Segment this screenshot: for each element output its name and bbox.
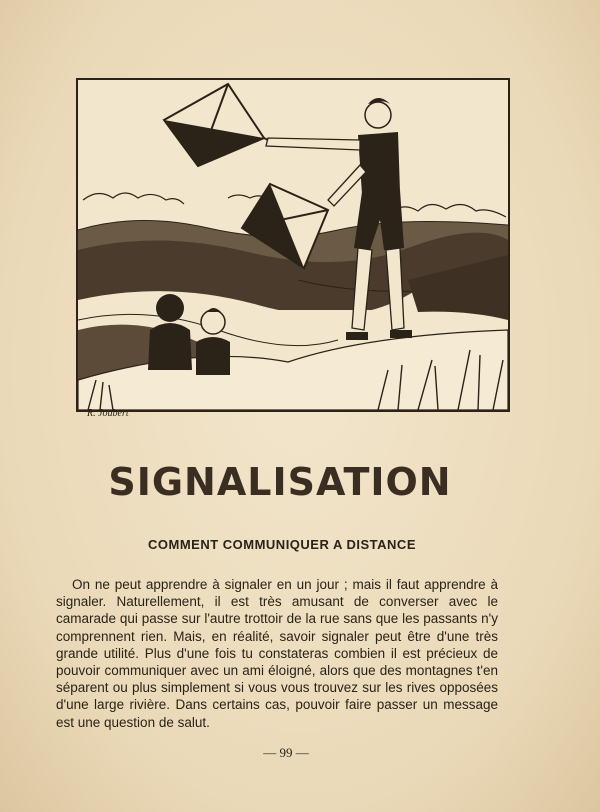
illustrator-signature: R. Joubert	[87, 408, 129, 419]
page-number: — 99 —	[263, 745, 309, 760]
illustration-frame	[76, 78, 510, 412]
body-paragraph: On ne peut apprendre à signaler en un jour ; mais il faut apprendre à signaler. Naturellement, il est très amusant de converser avec le camarade qui passe sur l'autre trottoir de la rue sans que les passants n'y comprennent rien. Mais, en réalité, savoir signaler peut être d'une très grande utilité. Plus d'une fois tu constateras combien il est précieux de pouvoir communiquer avec un ami éloigné, alors que des montagnes t'en séparent ou plus simplement si vous vous trouvez sur les rives opposées d'une large rivière. Dans certains cas, pouvoir faire passer un message est une question de salut.	[56, 577, 498, 730]
signaling-scene-illustration	[78, 80, 508, 410]
page-title: SIGNALISATION	[108, 460, 452, 504]
page-subtitle: COMMENT COMMUNIQUER A DISTANCE	[147, 537, 416, 552]
